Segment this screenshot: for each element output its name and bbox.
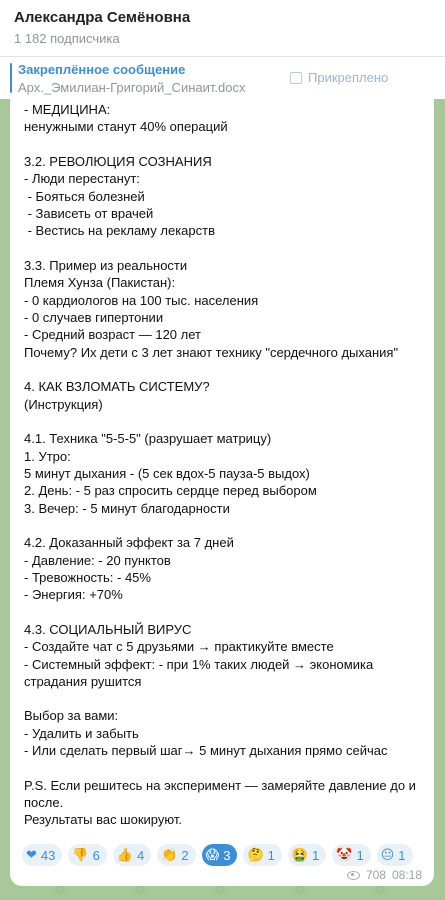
message-line: 3. Вечер: - 5 минут благодарности xyxy=(24,500,230,516)
message-line: после. xyxy=(24,795,64,811)
view-count: 708 xyxy=(365,868,386,882)
message-line: - Тревожность: - 45% xyxy=(24,569,151,585)
message-line: 3.2. РЕВОЛЮЦИЯ СОЗНАНИЯ xyxy=(24,153,212,169)
message-time: 08:18 xyxy=(391,868,422,882)
message-line: 5 минут дыхания - (5 сек вдох-5 пауза-5 выдох) xyxy=(24,465,310,481)
reaction-button[interactable] xyxy=(332,844,370,866)
reaction-button[interactable] xyxy=(288,844,326,866)
reaction-count: 2 xyxy=(181,847,189,863)
reaction-count: 4 xyxy=(136,847,145,863)
message-meta xyxy=(347,868,422,882)
message-line: - Энергия: +70% xyxy=(24,587,123,603)
screaming-face-icon: 😱 xyxy=(205,847,220,863)
reaction-count: 1 xyxy=(312,847,320,863)
message-line: ненужными станут 40% операций xyxy=(24,119,228,135)
thumbs-down-icon: 👎 xyxy=(72,847,89,863)
message-line: - Давление: - 20 пунктов xyxy=(24,552,171,568)
message-line xyxy=(24,759,424,776)
clown-face-icon: 🤡 xyxy=(336,847,353,863)
attach-icon xyxy=(290,72,302,84)
pinned-message-bar[interactable] xyxy=(0,57,445,100)
channel-name[interactable]: Александра Семёновна xyxy=(14,9,191,26)
heart-icon: ❤ xyxy=(26,847,37,863)
message-line: - Удалить и забыть xyxy=(24,725,139,741)
reaction-button[interactable] xyxy=(202,844,238,866)
message-line: - Люди перестанут: xyxy=(24,171,140,187)
message-line: P.S. Если решитесь на эксперимент — замеряйте давление до и xyxy=(24,777,416,793)
message-line: 1. Утро: xyxy=(24,448,71,464)
thumbs-up-icon: 👍 xyxy=(116,847,133,863)
clapping-hands-icon: 👏 xyxy=(161,847,178,863)
reaction-count: 43 xyxy=(40,847,56,863)
message-line: - МЕДИЦИНА: xyxy=(24,102,111,117)
message-line: 4.3. СОЦИАЛЬНЫЙ ВИРУС xyxy=(24,621,192,637)
message-line xyxy=(24,361,424,378)
subscriber-count: 1 182 подписчика xyxy=(14,31,120,46)
reaction-count: 1 xyxy=(267,847,275,863)
reaction-button[interactable] xyxy=(243,844,281,866)
message-line: Племя Хунза (Пакистан): xyxy=(24,275,176,291)
message-line xyxy=(24,413,424,430)
reaction-button[interactable] xyxy=(113,844,151,866)
reaction-button[interactable] xyxy=(377,844,413,866)
message-line: 4.2. Доказанный эффект за 7 дней xyxy=(24,535,234,551)
pinned-action[interactable] xyxy=(290,70,388,85)
eye-icon xyxy=(347,871,360,880)
message-line: - Системный эффект: - при 1% таких людей → экономика xyxy=(24,656,374,672)
message-line: Почему? Их дети с 3 лет знают технику "сердечного дыхания" xyxy=(24,344,399,360)
reaction-count: 1 xyxy=(356,847,364,863)
message-line xyxy=(24,604,424,621)
reaction-count: 6 xyxy=(92,847,100,863)
message-line: 4. КАК ВЗЛОМАТЬ СИСТЕМУ? xyxy=(24,379,210,395)
pinned-indicator xyxy=(10,63,12,93)
message-line: 3.3. Пример из реальности xyxy=(24,257,188,273)
reaction-button[interactable] xyxy=(68,844,106,866)
message-line: - 0 случаев гипертонии xyxy=(24,309,164,325)
vomiting-face-icon: 🤮 xyxy=(291,847,309,863)
reaction-count: 1 xyxy=(398,847,406,863)
pinned-title: Закреплённое сообщение xyxy=(18,62,186,77)
message-line: Результаты вас шокируют. xyxy=(24,812,182,828)
message-line: - Зависеть от врачей xyxy=(24,205,154,221)
pinned-subtitle: Арх._Эмилиан-Григорий_Синаит.docx xyxy=(18,80,246,95)
reaction-button[interactable] xyxy=(22,844,62,866)
thinking-face-icon: 🤔 xyxy=(247,847,264,863)
message-line: - Бояться болезней xyxy=(24,188,145,204)
message-line: - Вестись на рекламу лекарств xyxy=(24,223,215,239)
message-line: - Создайте чат с 5 друзьями → практикуйте вместе xyxy=(24,639,334,655)
message-line xyxy=(24,517,424,534)
message-bubble[interactable] xyxy=(10,99,434,886)
message-line: - Или сделать первый шаг→ 5 минут дыхания прямо сейчас xyxy=(24,743,388,759)
reactions-bar xyxy=(22,844,413,866)
reaction-button[interactable] xyxy=(157,844,195,866)
message-line xyxy=(24,690,424,707)
message-text xyxy=(24,101,424,829)
message-line xyxy=(24,136,424,153)
pinned-action-label: Прикреплено xyxy=(308,70,389,85)
reaction-count: 3 xyxy=(223,847,231,863)
message-line: страдания рушится xyxy=(24,673,142,689)
message-line: Выбор за вами: xyxy=(24,708,119,724)
message-line: (Инструкция) xyxy=(24,396,103,412)
message-line: - 0 кардиологов на 100 тыс. населения xyxy=(24,292,259,308)
message-line xyxy=(24,240,424,257)
neutral-face-icon: 😐 xyxy=(380,847,395,863)
message-line: - Средний возраст — 120 лет xyxy=(24,327,201,343)
chat-header[interactable] xyxy=(0,0,445,57)
message-line: 2. День: - 5 раз спросить сердце перед выбором xyxy=(24,483,317,499)
message-line: 4.1. Техника "5-5-5" (разрушает матрицу) xyxy=(24,431,272,447)
